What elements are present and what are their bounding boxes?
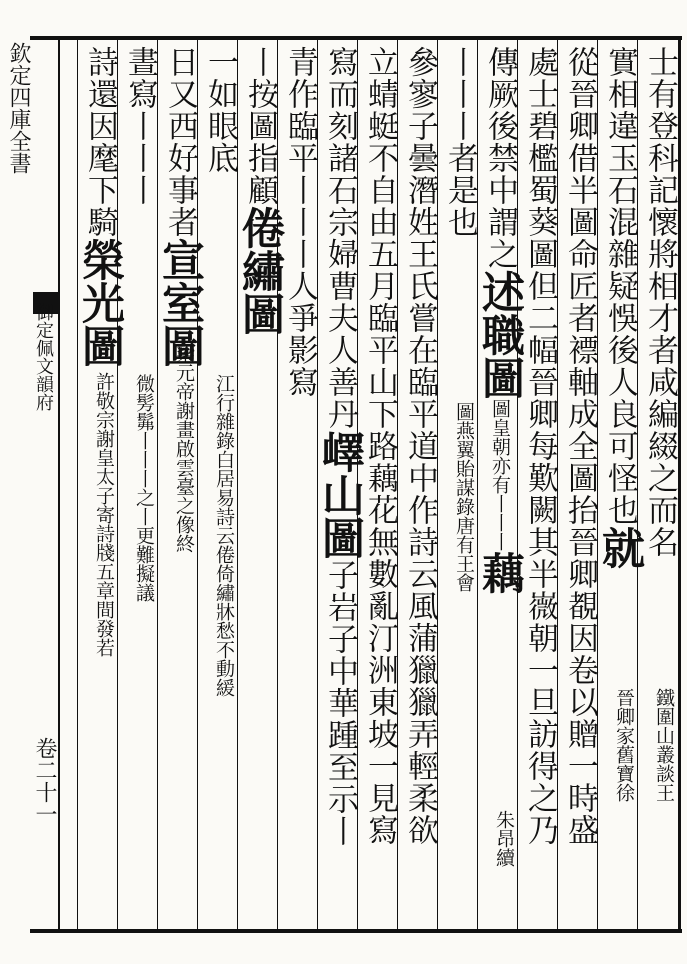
note-column [166, 344, 196, 553]
text-column-2 [595, 46, 645, 569]
text-column-10 [280, 46, 320, 398]
text-run: 從晉卿借半圖命匠者褾軸成全圖抬晉卿覩因卷以贈一時盛 [562, 46, 598, 846]
note-column [606, 688, 636, 802]
source-title: 御定佩文韻府 [33, 303, 54, 411]
note-text: 圖燕翼貽謀錄唐有王會 [453, 402, 475, 592]
note-text [61, 372, 83, 657]
note-column [446, 402, 476, 592]
text-run: 參寥子曇潛姓王氏嘗在臨平道中作詩云風蒲獵獵弄輕柔欲 [402, 46, 438, 846]
text-column-6 [440, 46, 480, 238]
text-run: 青作臨平丨丨丨人爭影寫 [282, 46, 318, 398]
note-text: 許敬宗謝皇太子寄詩牋五章間發若 [93, 372, 115, 657]
text-column-13 [155, 46, 205, 367]
note-column [486, 810, 516, 867]
text-run: 寫而刻諸石宗婦曹夫人善丹 [322, 46, 358, 430]
text-run: 詩還因麾下騎 [82, 46, 118, 238]
text-run: 實相違玉石混雜疑悞後人良可怪也 [602, 46, 638, 526]
text-column-1 [640, 46, 680, 558]
text-run: 丨按圖指顧 [242, 46, 278, 206]
headword-text: 藕 [475, 551, 525, 594]
book-title: 欽定四庫全書 [6, 42, 31, 174]
note-text: 圖皇朝亦有丨丨丨 [489, 399, 511, 551]
text-run: 士有登科記懷將相才者咸編綴之而名 [642, 46, 678, 558]
text-column-11 [235, 46, 285, 335]
note-text: 梁元帝謝畫啟雲臺之像終 [173, 344, 195, 553]
text-column-8 [360, 46, 400, 846]
headword-text: 宣室圖 [155, 238, 205, 367]
note-text: 鐵圍山叢談王 [653, 688, 675, 802]
text-column-3 [560, 46, 600, 846]
text-run: 處士碧檻蜀葵圖但二幅晉卿每歎闕其半嶶朝一旦訪得之乃 [522, 46, 558, 846]
headword-text: 倦繡圖 [235, 206, 285, 335]
text-run: 傳厥後禁中謂之 [482, 46, 518, 270]
text-run: 一如眼底 [202, 46, 238, 174]
note-text: 微髣髴丨丨丨之丨更難擬議 [133, 374, 155, 602]
top-border [30, 36, 682, 40]
text-run: 子岩子中華踵至示丨 [322, 559, 358, 847]
text-column-7 [400, 46, 440, 846]
text-run [64, 46, 100, 206]
headword-text: 述職圖 [475, 270, 525, 399]
note-column [646, 688, 676, 802]
text-run: 晝寫丨丨丨 [122, 46, 158, 206]
text-column-5 [475, 46, 525, 594]
note-text: 江行雜錄白居易詩云倦倚繡牀愁不動緩 [213, 374, 235, 697]
note-column [206, 374, 236, 697]
note-column [126, 374, 156, 602]
text-run: 丨丨丨者是也 [442, 46, 478, 238]
text-column-4 [520, 46, 560, 846]
text-column-12 [200, 46, 240, 174]
text-column-9 [315, 46, 365, 847]
headword-text: 就 [595, 526, 645, 569]
folio-number: 卷二十一 [32, 737, 57, 825]
headword-text: 嶧山圖 [315, 430, 365, 559]
note-column [86, 372, 116, 657]
bottom-border [30, 929, 682, 933]
text-column-14 [120, 46, 160, 206]
text-run: 立蜻蜓不自由五月臨平山下路藕花無數亂汀洲東坡一見寫 [362, 46, 398, 846]
note-text: 朱昂續 [493, 810, 515, 867]
note-text: 晉卿家舊寶徐 [613, 688, 635, 802]
headword-text: 榮光圖 [75, 238, 125, 367]
text-run: 日又西好事者 [162, 46, 198, 238]
